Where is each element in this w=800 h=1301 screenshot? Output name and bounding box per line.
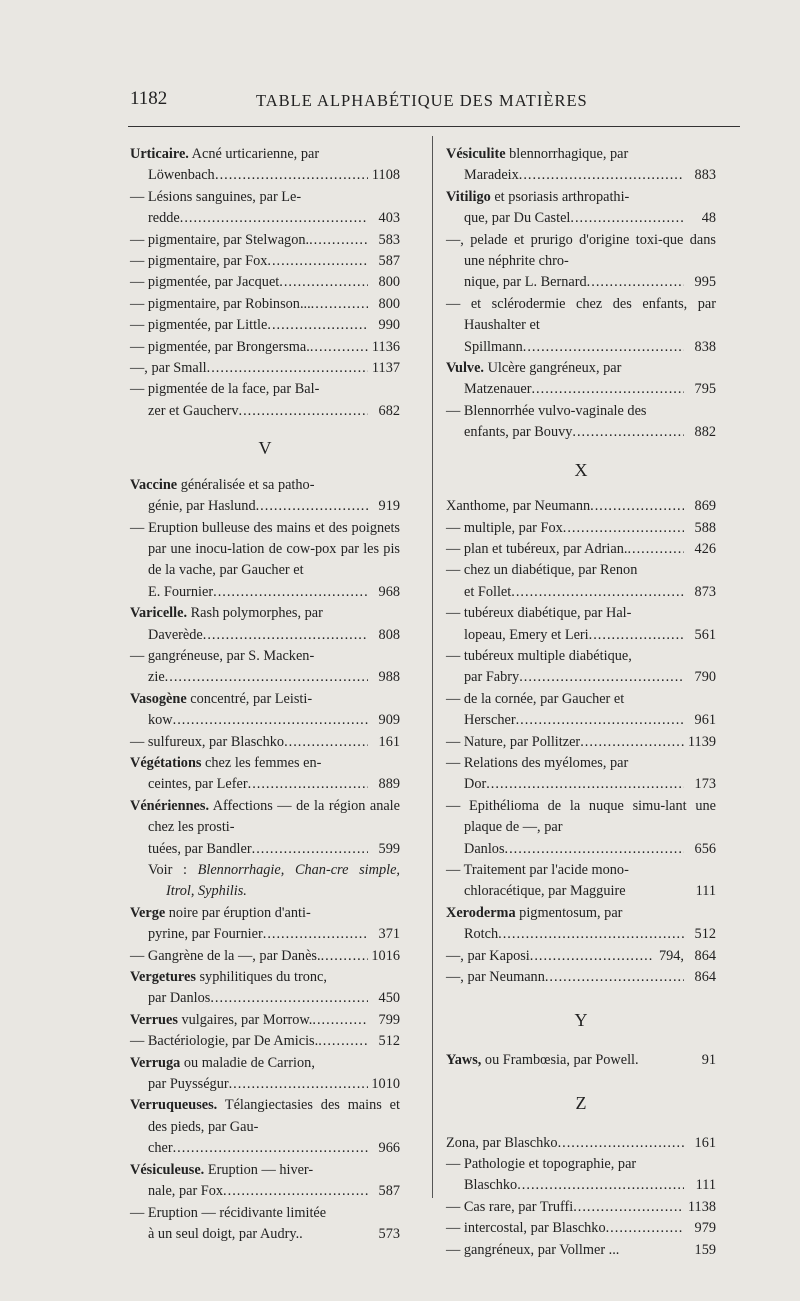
header-rule [128,126,740,127]
index-entry: —, pelade et prurigo d'origine toxi-que dans une néphrite chro- [446,231,716,270]
index-entry-line: chloracétique, par Magguire 111 [464,883,716,900]
index-entry: — Epithélioma de la nuque simu-lant une plaque de —, par [446,797,716,836]
index-entry-line: Danlos ..... 656 [446,839,716,860]
index-entry: — pigmentée de la face, par Bal- [130,381,320,398]
index-entry: Vésiculeuse. Eruption — hiver- [130,1161,314,1178]
index-entry: — Eruption bulleuse des mains et des poignets par une inocu-lation de cow-pox par les pis de la vache, par Gaucher et [130,519,400,579]
index-entry-line: Löwenbach ..... 1108 [130,165,400,186]
index-entry: Verruga ou maladie de Carrion, [130,1054,315,1071]
index-entry-line: cher ..... 966 [130,1138,400,1159]
index-entry: Vergetures syphilitiques du tronc, [130,969,327,986]
index-entry: —, par Small ..... 1137 [130,358,400,379]
index-entry-line: Dor ..... 173 [446,774,716,795]
index-entry: Végétations chez les femmes en- [130,754,322,771]
running-title: TABLE ALPHABÉTIQUE DES MATIÈRES [256,91,588,110]
index-entry: — plan et tubéreux, par Adrian. ..... 426 [446,539,716,560]
index-entry: — Nature, par Pollitzer ..... 1139 [446,732,716,753]
index-entry: Vénériennes. Affections — de la région anale chez les prosti- [130,797,400,836]
index-entry: — Relations des myélomes, par [446,754,629,771]
index-entry: Xeroderma pigmentosum, par [446,904,623,921]
index-entry-line: nale, par Fox ..... 587 [130,1181,400,1202]
index-entry: — chez un diabétique, par Renon [446,562,638,579]
index-entry: Urticaire. Acné urticarienne, par [130,146,320,162]
index-entry: Verge noire par éruption d'anti- [130,904,311,921]
index-entry-line: Blaschko ..... 111 [446,1175,716,1196]
index-entry-line: que, par Du Castel ..... 48 [446,208,716,229]
index-entry-line: génie, par Haslund ..... 919 [130,496,400,517]
index-entry: — Blennorrhée vulvo-vaginale des [446,402,647,419]
index-entry-line: Spillmann ..... 838 [446,337,716,358]
index-entry: — multiple, par Fox ..... 588 [446,518,716,539]
index-entry: Vasogène concentré, par Leisti- [130,690,313,707]
index-entry: — tubéreux multiple diabétique, [446,647,632,664]
see-also: Voir : Blennorrhagie, Chan-cre simple, Itrol, Syphilis. [148,862,400,900]
index-entry: Verrues vulgaires, par Morrow. ..... 799 [130,1010,400,1031]
index-entry: Vaccine généralisée et sa patho- [130,476,315,493]
index-entry: Varicelle. Rash polymorphes, par [130,605,323,622]
index-entry: Xanthome, par Neumann ..... 869 [446,496,716,517]
index-entry-line: par Danlos ..... 450 [130,988,400,1009]
page-ref: 1108 [371,167,400,184]
index-entry-line: Herscher ..... 961 [446,710,716,731]
index-entry: — Gangrène de la —, par Danès. ..... 1016 [130,946,400,967]
section-letter-v: V [258,438,272,459]
section-letter-y: Y [574,1010,588,1031]
index-entry: — et sclérodermie chez des enfants, par Haushalter et [446,295,716,334]
index-entry: —, par Neumann ..... 864 [446,967,716,988]
index-entry: — Pathologie et topographie, par [446,1156,637,1173]
index-entry-line: tuées, par Bandler ..... 599 [130,839,400,860]
index-entry-line: kow ..... 909 [130,710,400,731]
index-entry-line: Rotch ..... 512 [446,924,716,945]
index-entry: — gangréneuse, par S. Macken- [130,647,315,664]
index-entry-line: lopeau, Emery et Leri ..... 561 [446,625,716,646]
index-entry: Yaws, ou Frambœsia, par Powell. 91 [446,1051,716,1068]
index-entry-line: enfants, par Bouvy ..... 882 [446,422,716,443]
index-entry: — pigmentée, par Jacquet ..... 800 [130,272,400,293]
index-entry: — pigmentaire, par Robinson... ..... 800 [130,294,400,315]
index-entry: — Traitement par l'acide mono- [446,862,629,878]
index-entry: Zona, par Blaschko ..... 161 [446,1133,716,1154]
index-entry-line: nique, par L. Bernard ..... 995 [446,272,716,293]
index-entry-line: redde ..... 403 [130,208,400,229]
index-entry: — Lésions sanguines, par Le- [130,188,302,205]
column-divider [432,136,433,1198]
left-column [130,144,400,1245]
index-entry: — Cas rare, par Truffi ..... 1138 [446,1197,716,1218]
index-entry: — Eruption — récidivante limitée [130,1204,327,1221]
index-entry-line: zer et Gaucherv ..... 682 [130,401,400,422]
index-entry: — gangréneux, par Vollmer ... 159 [446,1241,716,1258]
section-letter-x: X [574,459,588,480]
section-letter-z: Z [575,1093,587,1114]
index-entry: — pigmentaire, par Fox ..... 587 [130,251,400,272]
index-entry: — pigmentaire, par Stelwagon. ..... 583 [130,230,400,251]
page-header [130,88,740,114]
index-entry: Vulve. Ulcère gangréneux, par [446,360,622,377]
index-entry: — sulfureux, par Blaschko ..... 161 [130,732,400,753]
index-entry: — intercostal, par Blaschko ..... 979 [446,1218,716,1239]
index-entry: — Bactériologie, par De Amicis. ..... 512 [130,1031,400,1052]
index-entry-line: Daverède ..... 808 [130,625,400,646]
index-entry-line: Matzenauer ..... 795 [446,379,716,400]
index-entry-line: Maradeix ..... 883 [446,165,716,186]
index-entry-line: à un seul doigt, par Audry.. 573 [148,1225,400,1242]
index-entry: — pigmentée, par Little ..... 990 [130,315,400,336]
page-number: 1182 [130,88,168,109]
index-entry: Vésiculite blennorrhagique, par [446,146,629,162]
index-entry-line: par Puysségur ..... 1010 [130,1074,400,1095]
right-column [446,144,716,1261]
index-entry-line: ceintes, par Lefer ..... 889 [130,774,400,795]
index-entry: — pigmentée, par Brongersma. ..... 1136 [130,337,400,358]
index-entry-line: et Follet ..... 873 [446,582,716,603]
index-entry: —, par Kaposi ..... 794, 864 [446,946,716,967]
index-entry-line: pyrine, par Fournier ..... 371 [130,924,400,945]
index-entry: — tubéreux diabétique, par Hal- [446,605,632,622]
index-entry: Vitiligo et psoriasis arthropathi- [446,188,630,205]
index-entry-line: E. Fournier ..... 968 [130,582,400,603]
index-entry-line: par Fabry ..... 790 [446,667,716,688]
index-entry: — de la cornée, par Gaucher et [446,690,625,707]
index-entry-line: zie ..... 988 [130,667,400,688]
index-entry: Verruqueuses. Télangiectasies des mains et des pieds, par Gau- [130,1097,400,1135]
